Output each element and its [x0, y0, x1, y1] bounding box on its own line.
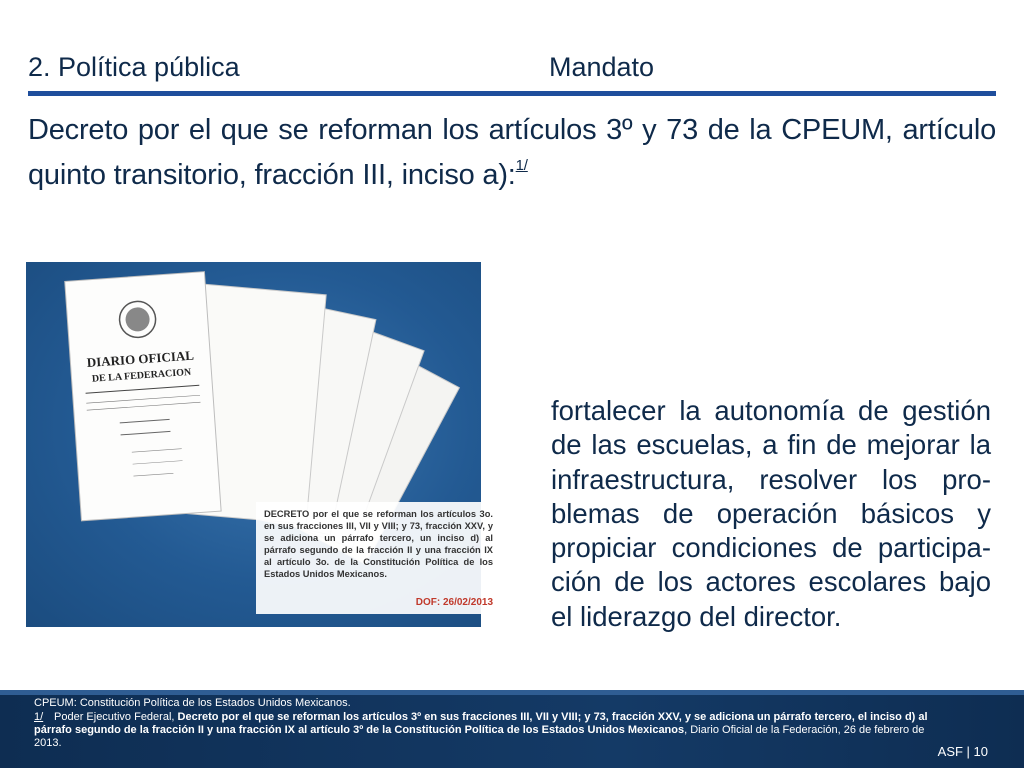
- topic-title: Mandato: [549, 52, 655, 82]
- footnote-1: [34, 711, 934, 750]
- decree-date: DOF: 26/02/2013: [415, 597, 493, 608]
- dof-photo: [26, 262, 493, 627]
- footer: [0, 690, 1024, 768]
- header-rule: [28, 91, 996, 96]
- footnote-1-decree: Decreto por el que se reforman los artículos 3º en sus fracciones III, VII y VIII; y 73, fracción XXV, y se adiciona un párrafo tercero, el inciso d) al párrafo segundo de la fracción II y una fracción IX al artículo 3º de la Constitución Política de los Estados Unidos Mexicanos: [34, 711, 928, 736]
- footer-band: [0, 690, 1024, 695]
- decree-caption-box: [256, 502, 501, 614]
- newspaper-title-line-1: DIARIO OFICIAL: [86, 347, 195, 371]
- body-paragraph: fortalecer la autonomía de gestión de las escuelas, a fin de mejorar la infraestructura, resolver los pro-blemas de operación básicos y propiciar condiciones de participa-ción de los actores escolares bajo el liderazgo del director.: [551, 395, 991, 632]
- footnote-cpeum: CPEUM: Constitución Política de los Estados Unidos Mexicanos.: [34, 697, 351, 709]
- newspaper-title-line-2: DE LA FEDERACION: [91, 366, 192, 385]
- intro-paragraph: [28, 112, 996, 193]
- footnote-1-prefix: Poder Ejecutivo Federal,: [54, 711, 178, 723]
- intro-text: Decreto por el que se reforman los artículos 3º y 73 de la CPEUM, artículo quinto transitorio, fracción III, inciso a):: [28, 114, 996, 191]
- page-number: ASF | 10: [937, 744, 988, 759]
- page-sheet-front: [65, 272, 221, 521]
- decree-caption: DECRETO por el que se reforman los artículos 3o. en sus fracciones III, VII y VIII; y 73, fracción XXV, y se adiciona un párrafo tercero, un inciso d) al párrafo segundo de la fracción II y una fracción IX al artículo 3o. de la Constitución Política de los Estados Unidos Mexicanos.: [264, 509, 493, 579]
- section-title: 2. Política pública: [28, 52, 240, 82]
- footnote-ref: 1/: [515, 157, 528, 174]
- footnote-1-number: 1/: [34, 711, 44, 723]
- footnote-1-suffix: , Diario Oficial de la Federación, 26 de febrero de 2013.: [34, 724, 925, 749]
